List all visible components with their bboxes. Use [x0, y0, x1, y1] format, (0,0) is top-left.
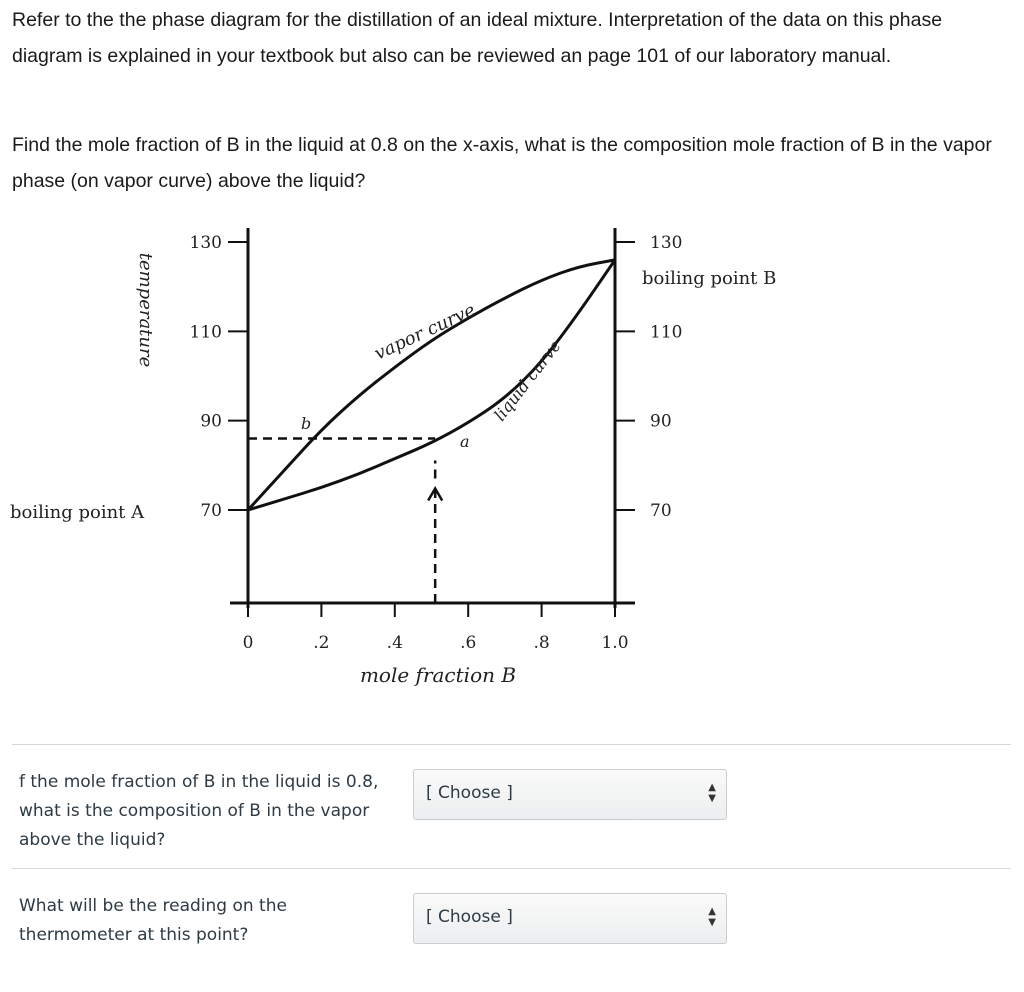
x-tick-label: 1.0	[601, 633, 629, 653]
answer-1-value: [ Choose ]	[426, 783, 513, 803]
updown-arrows-icon: ▲ ▼	[708, 906, 716, 928]
x-tick-label: .4	[386, 633, 403, 653]
liquid-curve-label: liquid curve	[490, 336, 565, 425]
vapor-curve-line	[248, 260, 615, 510]
x-tick-label: .8	[533, 633, 550, 653]
x-tick-label: .2	[313, 633, 330, 653]
boiling-point-b-label: boiling point B	[642, 268, 777, 289]
liquid-curve-line	[248, 260, 615, 510]
answer-2-value: [ Choose ]	[426, 907, 513, 927]
x-axis-label: mole fraction B	[359, 663, 517, 687]
x-tick-label: 0	[242, 633, 254, 653]
question-2-text: What will be the reading on the thermometer at this point?	[19, 896, 287, 945]
y-tick-label-left: 130	[189, 233, 222, 253]
y-tick-label-left: 90	[200, 411, 222, 432]
y-tick-label-right: 70	[650, 501, 672, 521]
vapor-curve-label: vapor curve	[371, 299, 479, 365]
y-tick-label-right: 110	[650, 322, 683, 343]
intro-paragraph: Refer to the the phase diagram for the distillation of an ideal mixture. Interpretation of the data on this phase diagram is explained in your textbook but also can be reviewed an page 101 of our laboratory manual.	[12, 9, 943, 67]
y-tick-label-right: 130	[650, 233, 683, 253]
x-tick-label: .6	[460, 633, 477, 653]
prompt-paragraph: Find the mole fraction of B in the liquid at 0.8 on the x-axis, what is the composition mole fraction of B in the vapor phase (on vapor curve) above the liquid?	[12, 134, 992, 192]
answer-2-select[interactable]	[413, 893, 727, 944]
answer-1-select[interactable]	[413, 769, 727, 820]
y-tick-label-right: 90	[650, 411, 672, 432]
divider	[12, 744, 1011, 745]
y-axis-label: temperature	[135, 252, 156, 368]
point-b-label: b	[301, 414, 312, 433]
point-a-label: a	[460, 432, 470, 451]
question-1-text: f the mole fraction of B in the liquid is 0.8, what is the composition of B in the vapor above the liquid?	[19, 772, 379, 850]
divider	[12, 868, 1011, 869]
phase-diagram	[0, 220, 820, 700]
boiling-point-a-label: boiling point A	[10, 502, 145, 523]
updown-arrows-icon: ▲ ▼	[708, 782, 716, 804]
y-tick-label-left: 110	[189, 322, 222, 343]
y-tick-label-left: 70	[200, 501, 222, 521]
